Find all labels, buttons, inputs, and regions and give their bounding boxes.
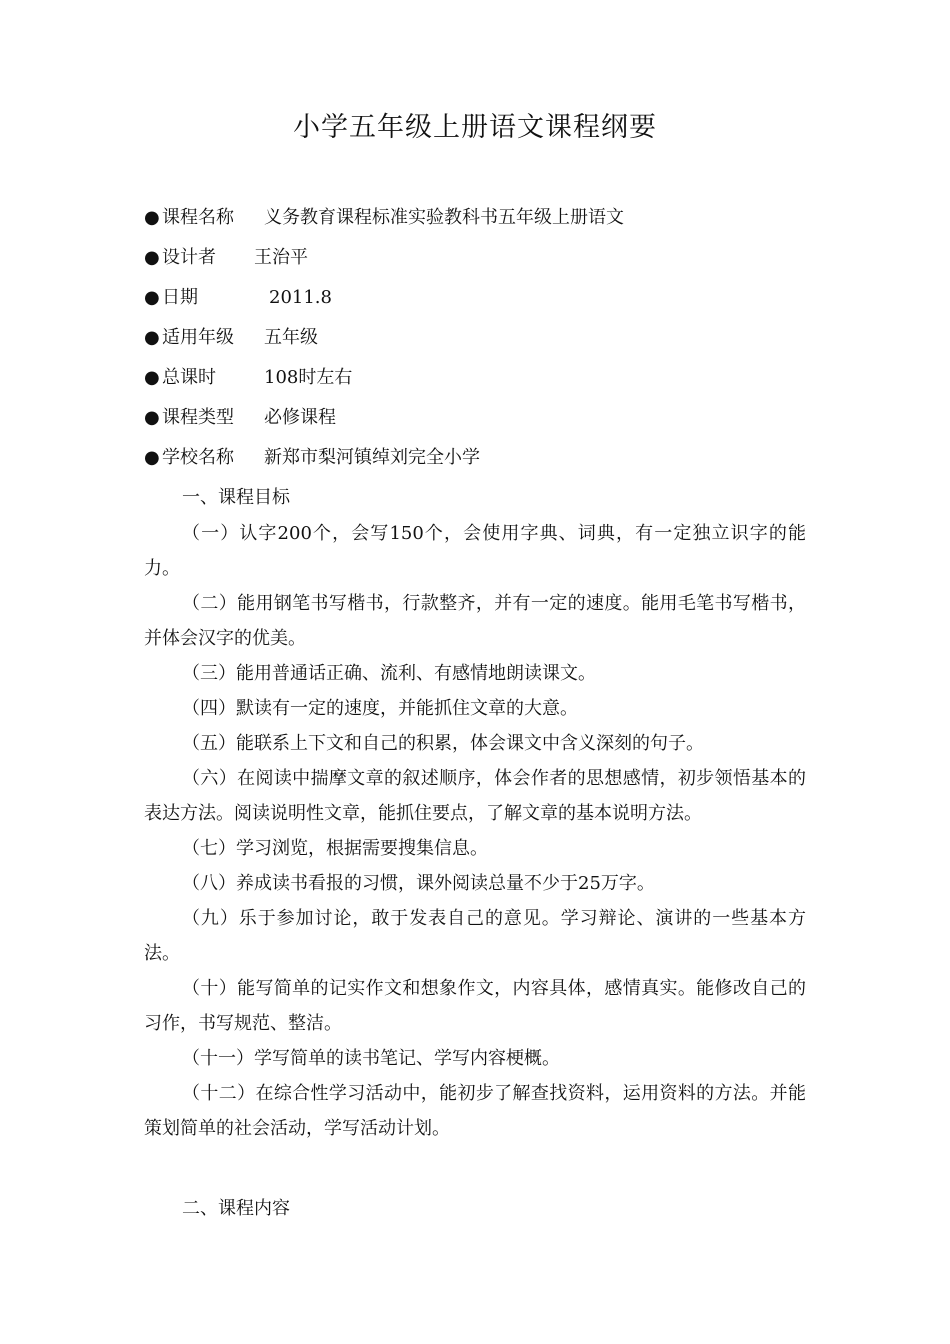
bullet-icon: ●	[144, 287, 160, 308]
goal-item-6: （六）在阅读中揣摩文章的叙述顺序，体会作者的思想感情，初步领悟基本的表达方法。阅读说明性文章，能抓住要点，了解文章的基本说明方法。	[144, 768, 806, 824]
meta-label: 课程类型	[162, 407, 234, 428]
meta-label: 日期	[162, 287, 198, 308]
meta-row-course-type	[144, 406, 336, 430]
goal-item-2: （二）能用钢笔书写楷书，行款整齐，并有一定的速度。能用毛笔书写楷书，并体会汉字的优美。	[144, 593, 806, 649]
meta-value: 王治平	[254, 247, 308, 268]
meta-label: 设计者	[162, 247, 216, 268]
goal-item-3: （三）能用普通话正确、流利、有感情地朗读课文。	[182, 663, 596, 684]
meta-label: 总课时	[162, 367, 216, 388]
bullet-icon: ●	[144, 207, 160, 228]
meta-label: 适用年级	[162, 327, 234, 348]
section-heading-content: 二、课程内容	[182, 1198, 290, 1219]
meta-row-course-name	[144, 206, 624, 230]
goal-item-4: （四）默读有一定的速度，并能抓住文章的大意。	[182, 698, 578, 719]
meta-value: 2011.8	[269, 287, 332, 308]
bullet-icon: ●	[144, 367, 160, 388]
meta-row-grade	[144, 326, 318, 350]
bullet-icon: ●	[144, 407, 160, 428]
meta-label: 课程名称	[162, 207, 234, 228]
meta-value: 义务教育课程标准实验教科书五年级上册语文	[264, 207, 624, 228]
goal-item-12: （十二）在综合性学习活动中，能初步了解查找资料，运用资料的方法。并能策划简单的社会活动，学写活动计划。	[144, 1083, 806, 1139]
meta-value: 108时左右	[264, 367, 353, 388]
meta-row-date	[144, 286, 332, 310]
goal-item-1: （一）认字200个，会写150个，会使用字典、词典，有一定独立识字的能力。	[144, 523, 806, 579]
goal-item-8: （八）养成读书看报的习惯，课外阅读总量不少于25万字。	[182, 873, 655, 894]
goal-item-11: （十一）学写简单的读书笔记、学写内容梗概。	[182, 1048, 560, 1069]
meta-row-school-name	[144, 446, 480, 470]
goal-item-9: （九）乐于参加讨论，敢于发表自己的意见。学习辩论、演讲的一些基本方法。	[144, 908, 806, 964]
meta-label: 学校名称	[162, 447, 234, 468]
goal-item-5: （五）能联系上下文和自己的积累，体会课文中含义深刻的句子。	[182, 733, 704, 754]
bullet-icon: ●	[144, 447, 160, 468]
meta-value: 必修课程	[264, 407, 336, 428]
meta-value: 五年级	[264, 327, 318, 348]
bullet-icon: ●	[144, 247, 160, 268]
meta-row-designer	[144, 246, 308, 270]
meta-value: 新郑市梨河镇绰刘完全小学	[264, 447, 480, 468]
goal-item-10: （十）能写简单的记实作文和想象作文，内容具体，感情真实。能修改自己的习作，书写规范、整洁。	[144, 978, 806, 1034]
section-heading-goals: 一、课程目标	[182, 487, 290, 508]
meta-row-total-hours	[144, 366, 353, 390]
page-title: 小学五年级上册语文课程纲要	[293, 112, 657, 143]
goal-item-7: （七）学习浏览，根据需要搜集信息。	[182, 838, 488, 859]
bullet-icon: ●	[144, 327, 160, 348]
